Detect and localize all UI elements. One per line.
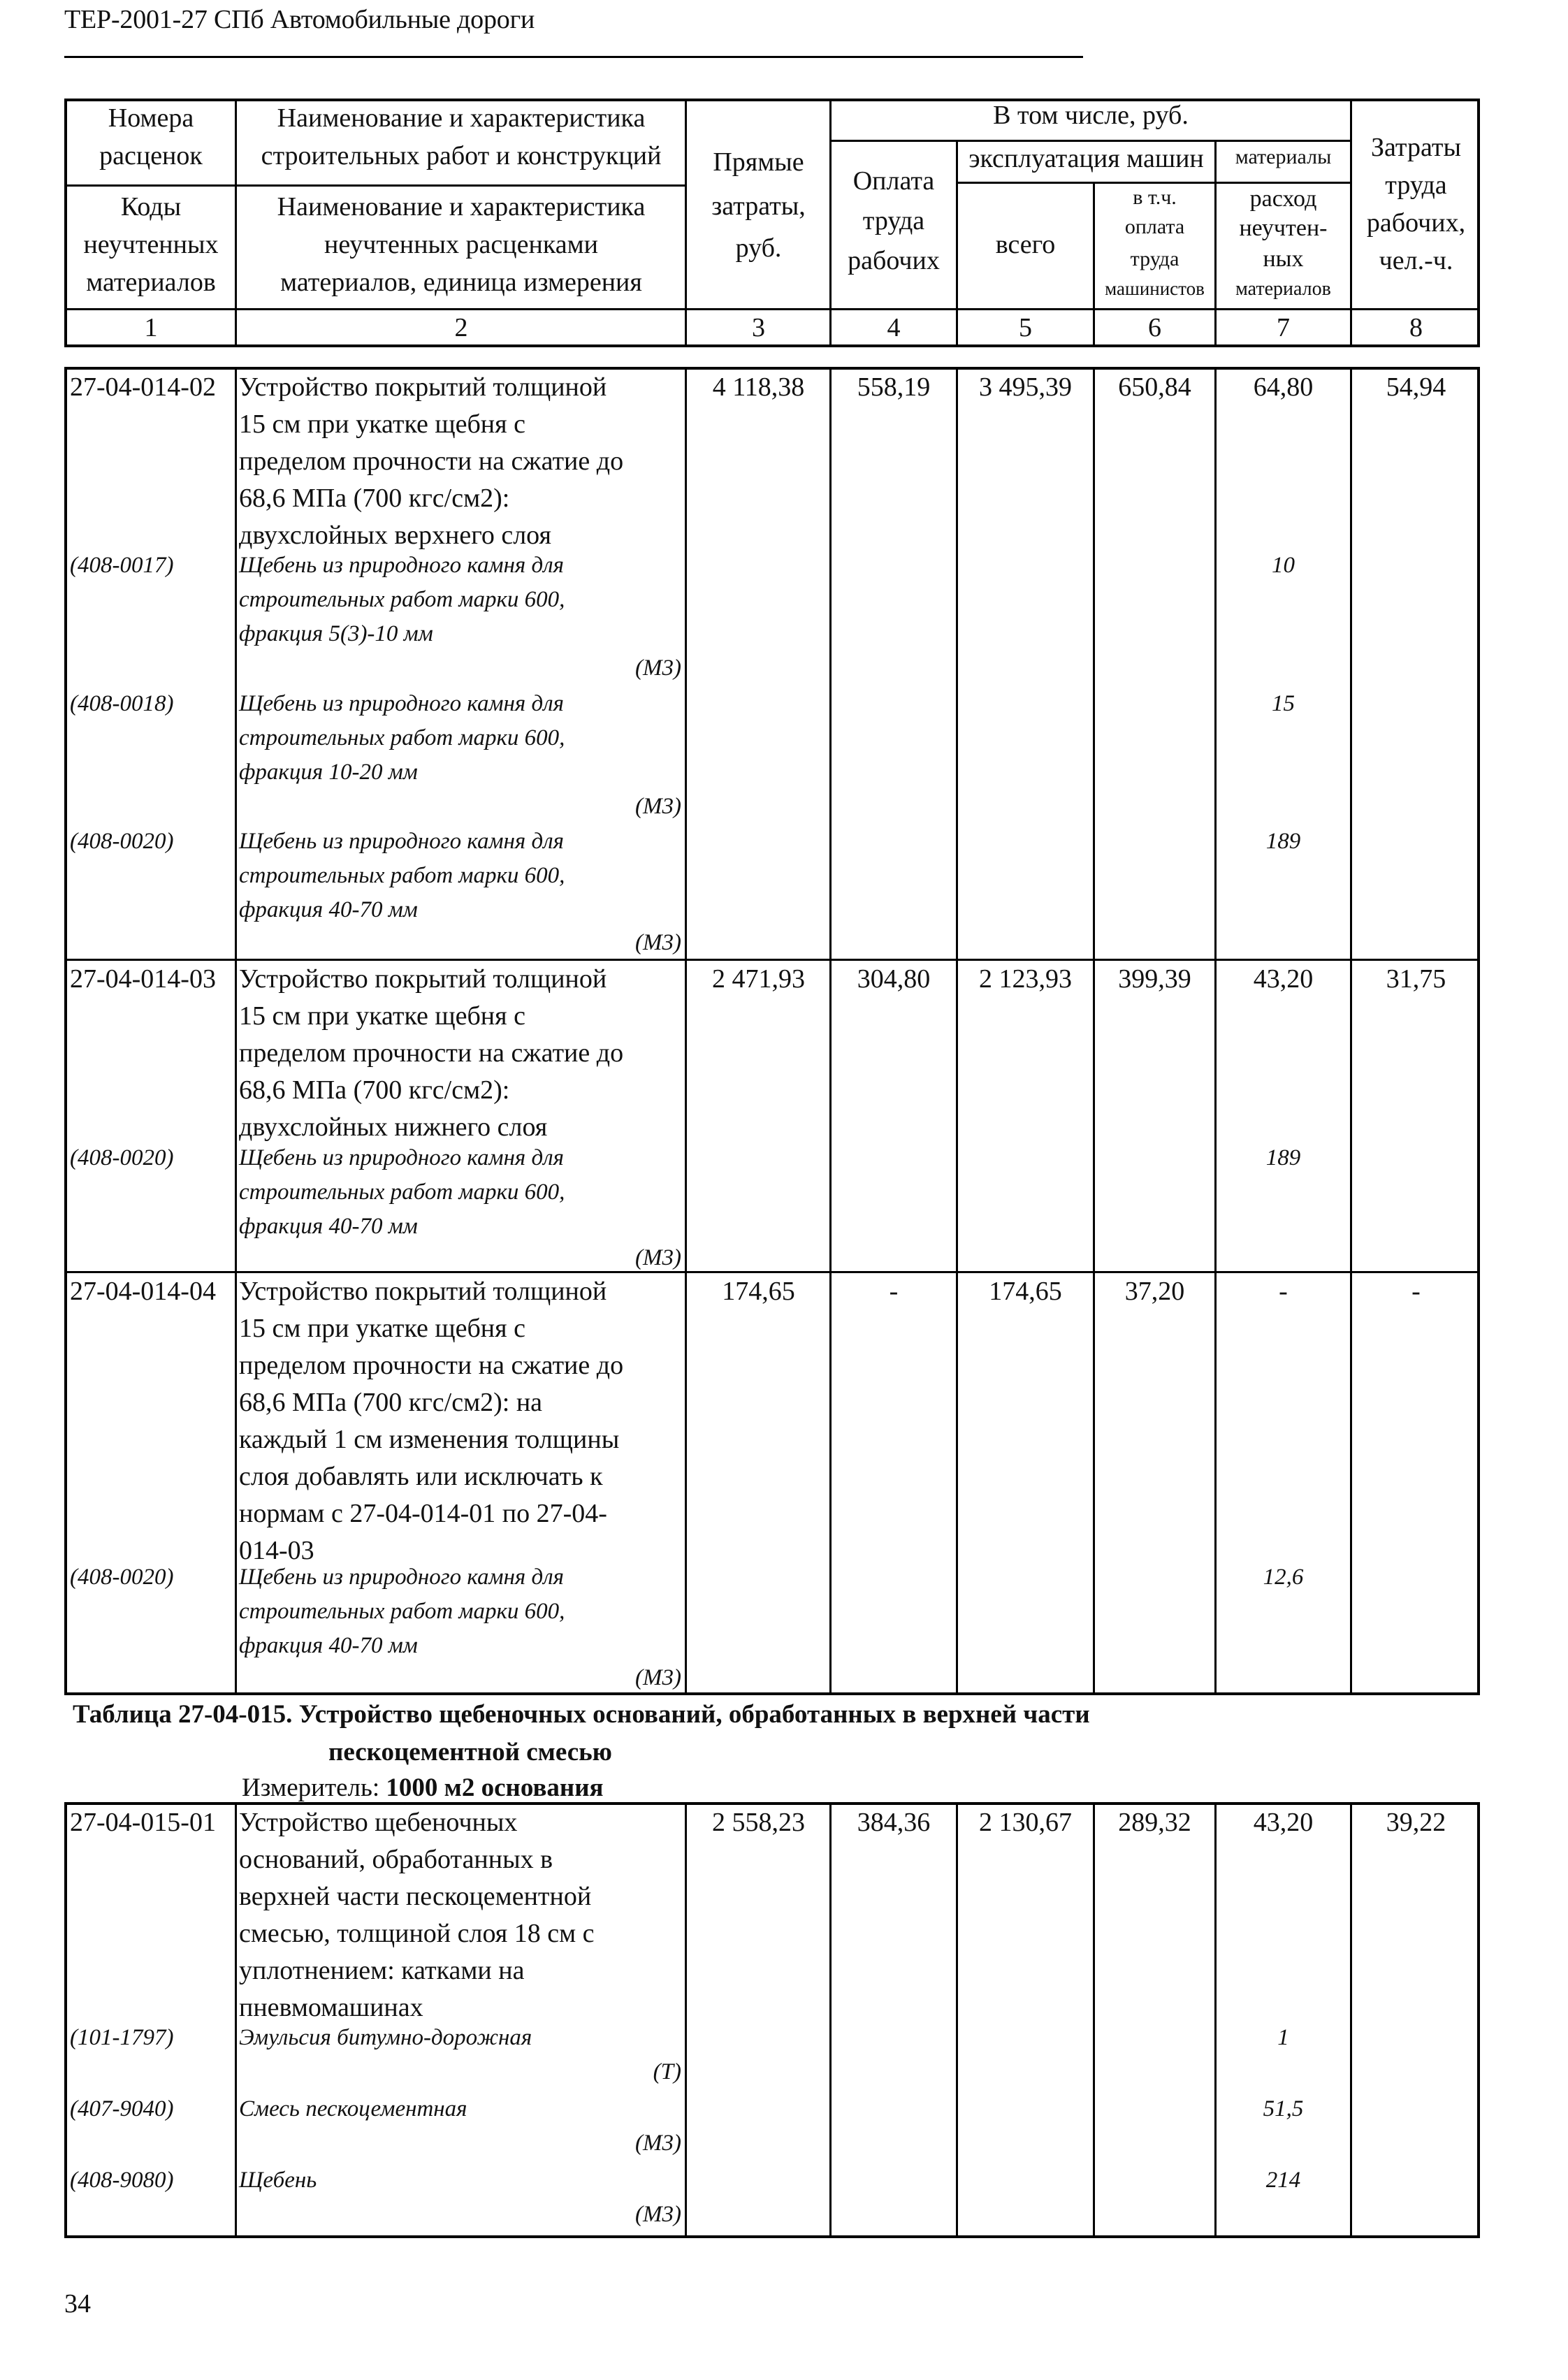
header-label: неучтен- [1239,215,1328,241]
row-separator [64,959,1480,961]
labor-hours: 39,22 [1386,1808,1446,1837]
column-number: 1 [144,313,158,342]
row-description: 15 см при укатке щебня с [239,1314,525,1343]
material-description: Щебень из природного камня для [239,1565,564,1590]
header-label: Прямые [713,147,804,177]
material-unit: (М3) [635,1245,681,1270]
row-description: 15 см при укатке щебня с [239,1001,525,1031]
header-label: материалов [1235,278,1331,300]
material-code: (408-0018) [70,691,174,716]
column-number: 2 [454,313,468,342]
material-description: Смесь пескоцементная [239,2096,467,2121]
machine-cost: 174,65 [989,1277,1062,1306]
header-label: расценок [99,141,203,170]
row-description: пневмомашинах [239,1993,423,2022]
material-description: Щебень из природного камня для [239,691,564,716]
header-divider [64,308,1480,310]
material-code: (101-1797) [70,2025,174,2050]
material-description: Эмульсия битумно-дорожная [239,2025,532,2050]
row-description: 014-03 [239,1536,314,1565]
measure-label-text: Измеритель: [242,1773,380,1802]
row-description: слоя добавлять или исключать к [239,1462,603,1491]
row-separator [64,1271,1480,1273]
labor-hours: 31,75 [1386,964,1446,994]
material-quantity: 51,5 [1263,2096,1304,2121]
column-number: 5 [1019,313,1032,342]
material-description: строительных работ марки 600, [239,863,565,888]
body-divider [235,1802,237,2238]
material-unit: (М3) [635,794,681,819]
body-divider [235,367,237,1695]
material-code: (408-0020) [70,1145,174,1170]
header-label: материалы [1235,145,1332,168]
machinist-labor: 399,39 [1118,964,1191,994]
body-divider [956,1802,958,2238]
material-unit: (М3) [635,930,681,955]
direct-cost: 2 471,93 [712,964,805,994]
row-description: Устройство покрытий толщиной [239,1277,607,1306]
header-label: строительных работ и конструкций [261,141,662,170]
body-divider [1350,367,1352,1695]
measure-label [242,1775,604,1801]
running-header: ТЕР-2001-27 СПб Автомобильные дороги [64,5,535,34]
material-description: строительных работ марки 600, [239,587,565,612]
machine-cost: 3 495,39 [979,372,1072,402]
machinist-labor: 37,20 [1124,1277,1185,1306]
header-label: труда [1385,170,1447,200]
header-label: машинистов [1105,278,1205,299]
row-description: верхней части пескоцементной [239,1882,592,1911]
row-description: уплотнением: катками на [239,1956,525,1985]
machinist-labor: 289,32 [1118,1808,1191,1837]
row-description: смесью, толщиной слоя 18 см с [239,1919,595,1948]
direct-cost: 174,65 [722,1277,795,1306]
material-description: строительных работ марки 600, [239,725,565,750]
column-number: 8 [1409,313,1423,342]
body-divider [1093,1802,1095,2238]
header-label: Наименование и характеристика [277,192,646,222]
header-label: чел.-ч. [1379,246,1453,275]
material-code: (408-0020) [70,829,174,854]
column-number: 3 [752,313,765,342]
header-label: Коды [120,192,182,222]
body-divider [1093,367,1095,1695]
caption-title-cont: пескоцементной смесью [328,1738,612,1766]
material-unit: (М3) [635,1665,681,1690]
rate-code: 27-04-014-02 [70,372,216,402]
material-quantity: 189 [1265,829,1301,854]
material-quantity: 10 [1272,553,1295,578]
material-description: фракция 40-70 мм [239,1214,418,1239]
column-number: 7 [1277,313,1290,342]
row-description: каждый 1 см изменения толщины [239,1425,620,1454]
row-description: оснований, обработанных в [239,1845,553,1874]
material-code: (408-0020) [70,1565,174,1590]
row-description: 68,6 МПа (700 кгс/см2): [239,484,510,513]
header-label: рабочих [848,246,940,275]
body-divider [956,367,958,1695]
column-number: 4 [887,313,901,342]
material-quantity: 1 [1277,2025,1289,2050]
labor-cost: 304,80 [857,964,931,994]
rate-code: 27-04-015-01 [70,1808,216,1837]
row-description: 68,6 МПа (700 кгс/см2): [239,1075,510,1105]
row-description: 68,6 МПа (700 кгс/см2): на [239,1388,543,1417]
header-label: эксплуатация машин [968,144,1204,173]
header-label: Номера [108,103,194,133]
material-description: фракция 5(3)-10 мм [239,621,433,646]
labor-cost: 558,19 [857,372,931,402]
measure-value: 1000 м2 основания [386,1773,604,1802]
header-divider [64,184,686,187]
header-divider [956,182,1350,184]
body-divider [685,1802,687,2238]
material-description: фракция 40-70 мм [239,897,418,922]
header-label: Оплата [852,166,935,196]
material-unit: (М3) [635,2202,681,2227]
material-code: (407-9040) [70,2096,174,2121]
body-divider [685,367,687,1695]
material-description: Щебень [239,2168,317,2193]
machine-cost: 2 130,67 [979,1808,1072,1837]
caption-title: Таблица 27-04-015. Устройство щебеночных оснований, обработанных в верхней части [73,1700,1090,1729]
rate-code: 27-04-014-04 [70,1277,216,1306]
header-divider [829,140,1350,142]
material-quantity: 214 [1265,2168,1301,2193]
row-description: двухслойных верхнего слоя [239,521,551,550]
row-description: нормам с 27-04-014-01 по 27-04- [239,1499,607,1528]
header-label: материалов [86,268,216,297]
material-quantity: 15 [1272,691,1295,716]
header-label: труда [1130,247,1179,270]
material-quantity: 189 [1265,1145,1301,1170]
header-rule [64,56,1083,58]
labor-cost: - [889,1277,899,1306]
row-description: двухслойных нижнего слоя [239,1112,548,1142]
material-code: (408-9080) [70,2168,174,2193]
row-description: 15 см при укатке щебня с [239,409,525,439]
header-label: Наименование и характеристика [277,103,646,133]
material-description: строительных работ марки 600, [239,1599,565,1624]
body-divider [1350,1802,1352,2238]
header-label: материалов, единица измерения [280,268,642,297]
machinist-labor: 650,84 [1118,372,1191,402]
column-number: 6 [1148,313,1161,342]
material-description: строительных работ марки 600, [239,1180,565,1205]
labor-cost: 384,36 [857,1808,931,1837]
header-label: в т.ч. [1133,186,1177,209]
header-label: оплата [1124,215,1185,238]
material-description: фракция 10-20 мм [239,760,418,785]
row-description: Устройство щебеночных [239,1808,518,1837]
materials-cost: 43,20 [1253,964,1314,994]
material-description: Щебень из природного камня для [239,829,564,854]
header-label: В том числе, руб. [993,101,1189,130]
material-unit: (М3) [635,2131,681,2156]
header-label: руб. [735,233,782,263]
row-description: Устройство покрытий толщиной [239,372,607,402]
direct-cost: 2 558,23 [712,1808,805,1837]
material-unit: (М3) [635,655,681,681]
labor-hours: 54,94 [1386,372,1446,402]
material-unit: (Т) [653,2059,681,2084]
labor-hours: - [1411,1277,1421,1306]
page-number: 34 [64,2289,91,2319]
materials-cost: 64,80 [1253,372,1314,402]
header-label: ных [1263,246,1304,272]
material-code: (408-0017) [70,553,174,578]
body-divider [829,1802,832,2238]
material-description: фракция 40-70 мм [239,1633,418,1658]
header-label: рабочих, [1366,208,1466,238]
row-description: пределом прочности на сжатие до [239,447,624,476]
rate-code: 27-04-014-03 [70,964,216,994]
row-description: Устройство покрытий толщиной [239,964,607,994]
material-quantity: 12,6 [1263,1565,1304,1590]
header-label: труда [862,206,925,235]
row-description: пределом прочности на сжатие до [239,1038,624,1068]
machine-cost: 2 123,93 [979,964,1072,994]
header-label: всего [995,230,1056,259]
materials-cost: 43,20 [1253,1808,1314,1837]
body-divider [829,367,832,1695]
row-description: пределом прочности на сжатие до [239,1351,624,1380]
header-label: расход [1249,186,1317,212]
material-description: Щебень из природного камня для [239,553,564,578]
header-label: неучтенных расценками [324,230,598,259]
header-label: Затраты [1370,133,1461,162]
material-description: Щебень из природного камня для [239,1145,564,1170]
header-label: затраты, [711,191,806,221]
direct-cost: 4 118,38 [712,372,805,402]
header-label: неучтенных [83,230,219,259]
materials-cost: - [1279,1277,1288,1306]
